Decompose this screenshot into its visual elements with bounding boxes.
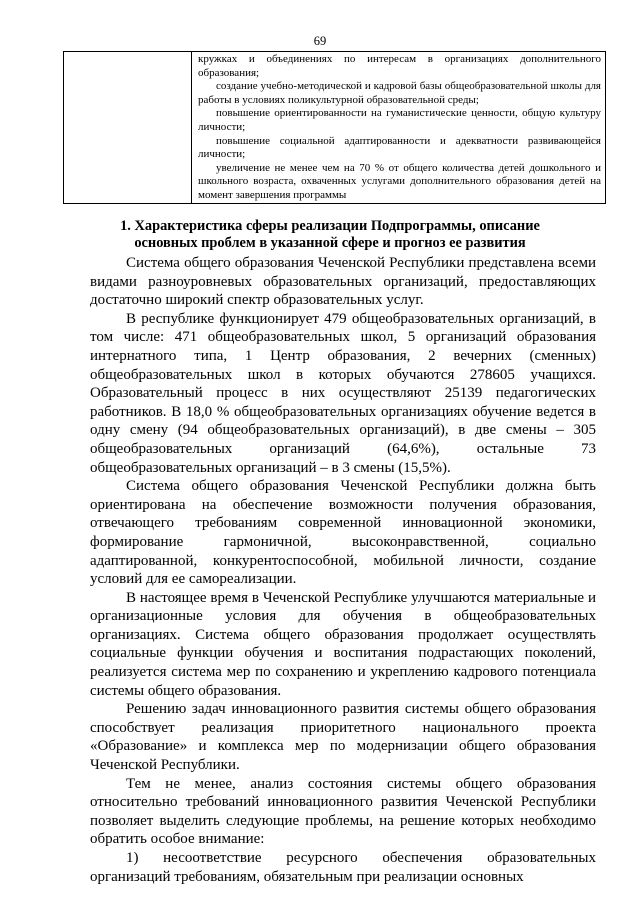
section-heading (90, 218, 570, 252)
paragraph: Система общего образования Чеченской Республики должна быть ориентирована на обеспечение возможности получения образования, отвечающего требованиям современной инновационной экономики, формирование гармоничной, высоконравственной, социально адаптированной, конкурентоспособной, мобильной личности, создание условий для ее самореализации. (90, 478, 596, 588)
table-cell-line: увеличение не менее чем на 70 % от общего количества детей дошкольного и школьного возраста, охваченных услугами дополнительного образования детей на момент завершения программы (198, 161, 601, 201)
paragraph: Система общего образования Чеченской Республики представлена всеми видами разноуровневых образовательных организаций, предоставляющих достаточно широкий спектр образовательных услуг. (90, 255, 596, 309)
page-number: 69 (313, 34, 327, 48)
table-cell-line: повышение ориентированности на гуманистические ценности, общую культуру личности; (198, 107, 601, 133)
section-body (90, 254, 596, 886)
table-left-cell (64, 52, 192, 204)
table-cell-line: повышение социальной адаптированности и адекватности развивающейся личности; (198, 134, 601, 161)
section-heading-line: основных проблем в указанной сфере и прогноз ее развития (134, 235, 526, 251)
paragraph: Решению задач инновационного развития системы общего образования способствует реализация приоритетного национального проекта «Образование» и комплекса мер по модернизации общего образования Чеченской Республики. (90, 701, 596, 774)
section-heading-line: 1. Характеристика сферы реализации Подпрограммы, описание (120, 218, 540, 234)
table-right-cell (192, 52, 606, 204)
table-cell-line: кружках и объединениях по интересам в организациях дополнительного образования; (198, 53, 601, 79)
paragraph: В республике функционирует 479 общеобразовательных организаций, в том числе: 471 общеобразовательных школ, 5 организаций образования интернатного типа, 1 Центр образования, 2 вечерних (сменных) общеобразовательных школ в которых обучаются 278605 учащихся. Образовательный процесс в них осуществляют 25139 педагогических работников. В 18,0 % общеобразовательных организациях обучение ведется в одну смену (94 общеобразовательных организаций), в две смены – 305 общеобразовательных организаций (64,6%), остальные 73 общеобразовательных организаций – в 3 смены (15,5%). (90, 310, 596, 476)
table-cell-line: создание учебно-методической и кадровой базы общеобразовательной школы для работы в условиях поликультурной образовательной среды; (198, 80, 601, 106)
paragraph: В настоящее время в Чеченской Республике улучшаются материальные и организационные условия для обучения в общеобразовательных организациях. Система общего образования продолжает осуществлять социальные функции обучения и воспитания подрастающих поколений, реализуется система мер по сохранению и укреплению кадрового потенциала системы общего образования. (90, 589, 596, 699)
table-row (64, 52, 606, 204)
paragraph: Тем не менее, анализ состояния системы общего образования относительно требований инновационного развития Чеченской Республики позволяет выделить следующие проблемы, на решение которых необходимо обратить особое внимание: (90, 775, 596, 848)
paragraph: 1) несоответствие ресурсного обеспечения образовательных организаций требованиям, обязательным при реализации основных (90, 850, 596, 885)
continuation-table (63, 51, 606, 204)
